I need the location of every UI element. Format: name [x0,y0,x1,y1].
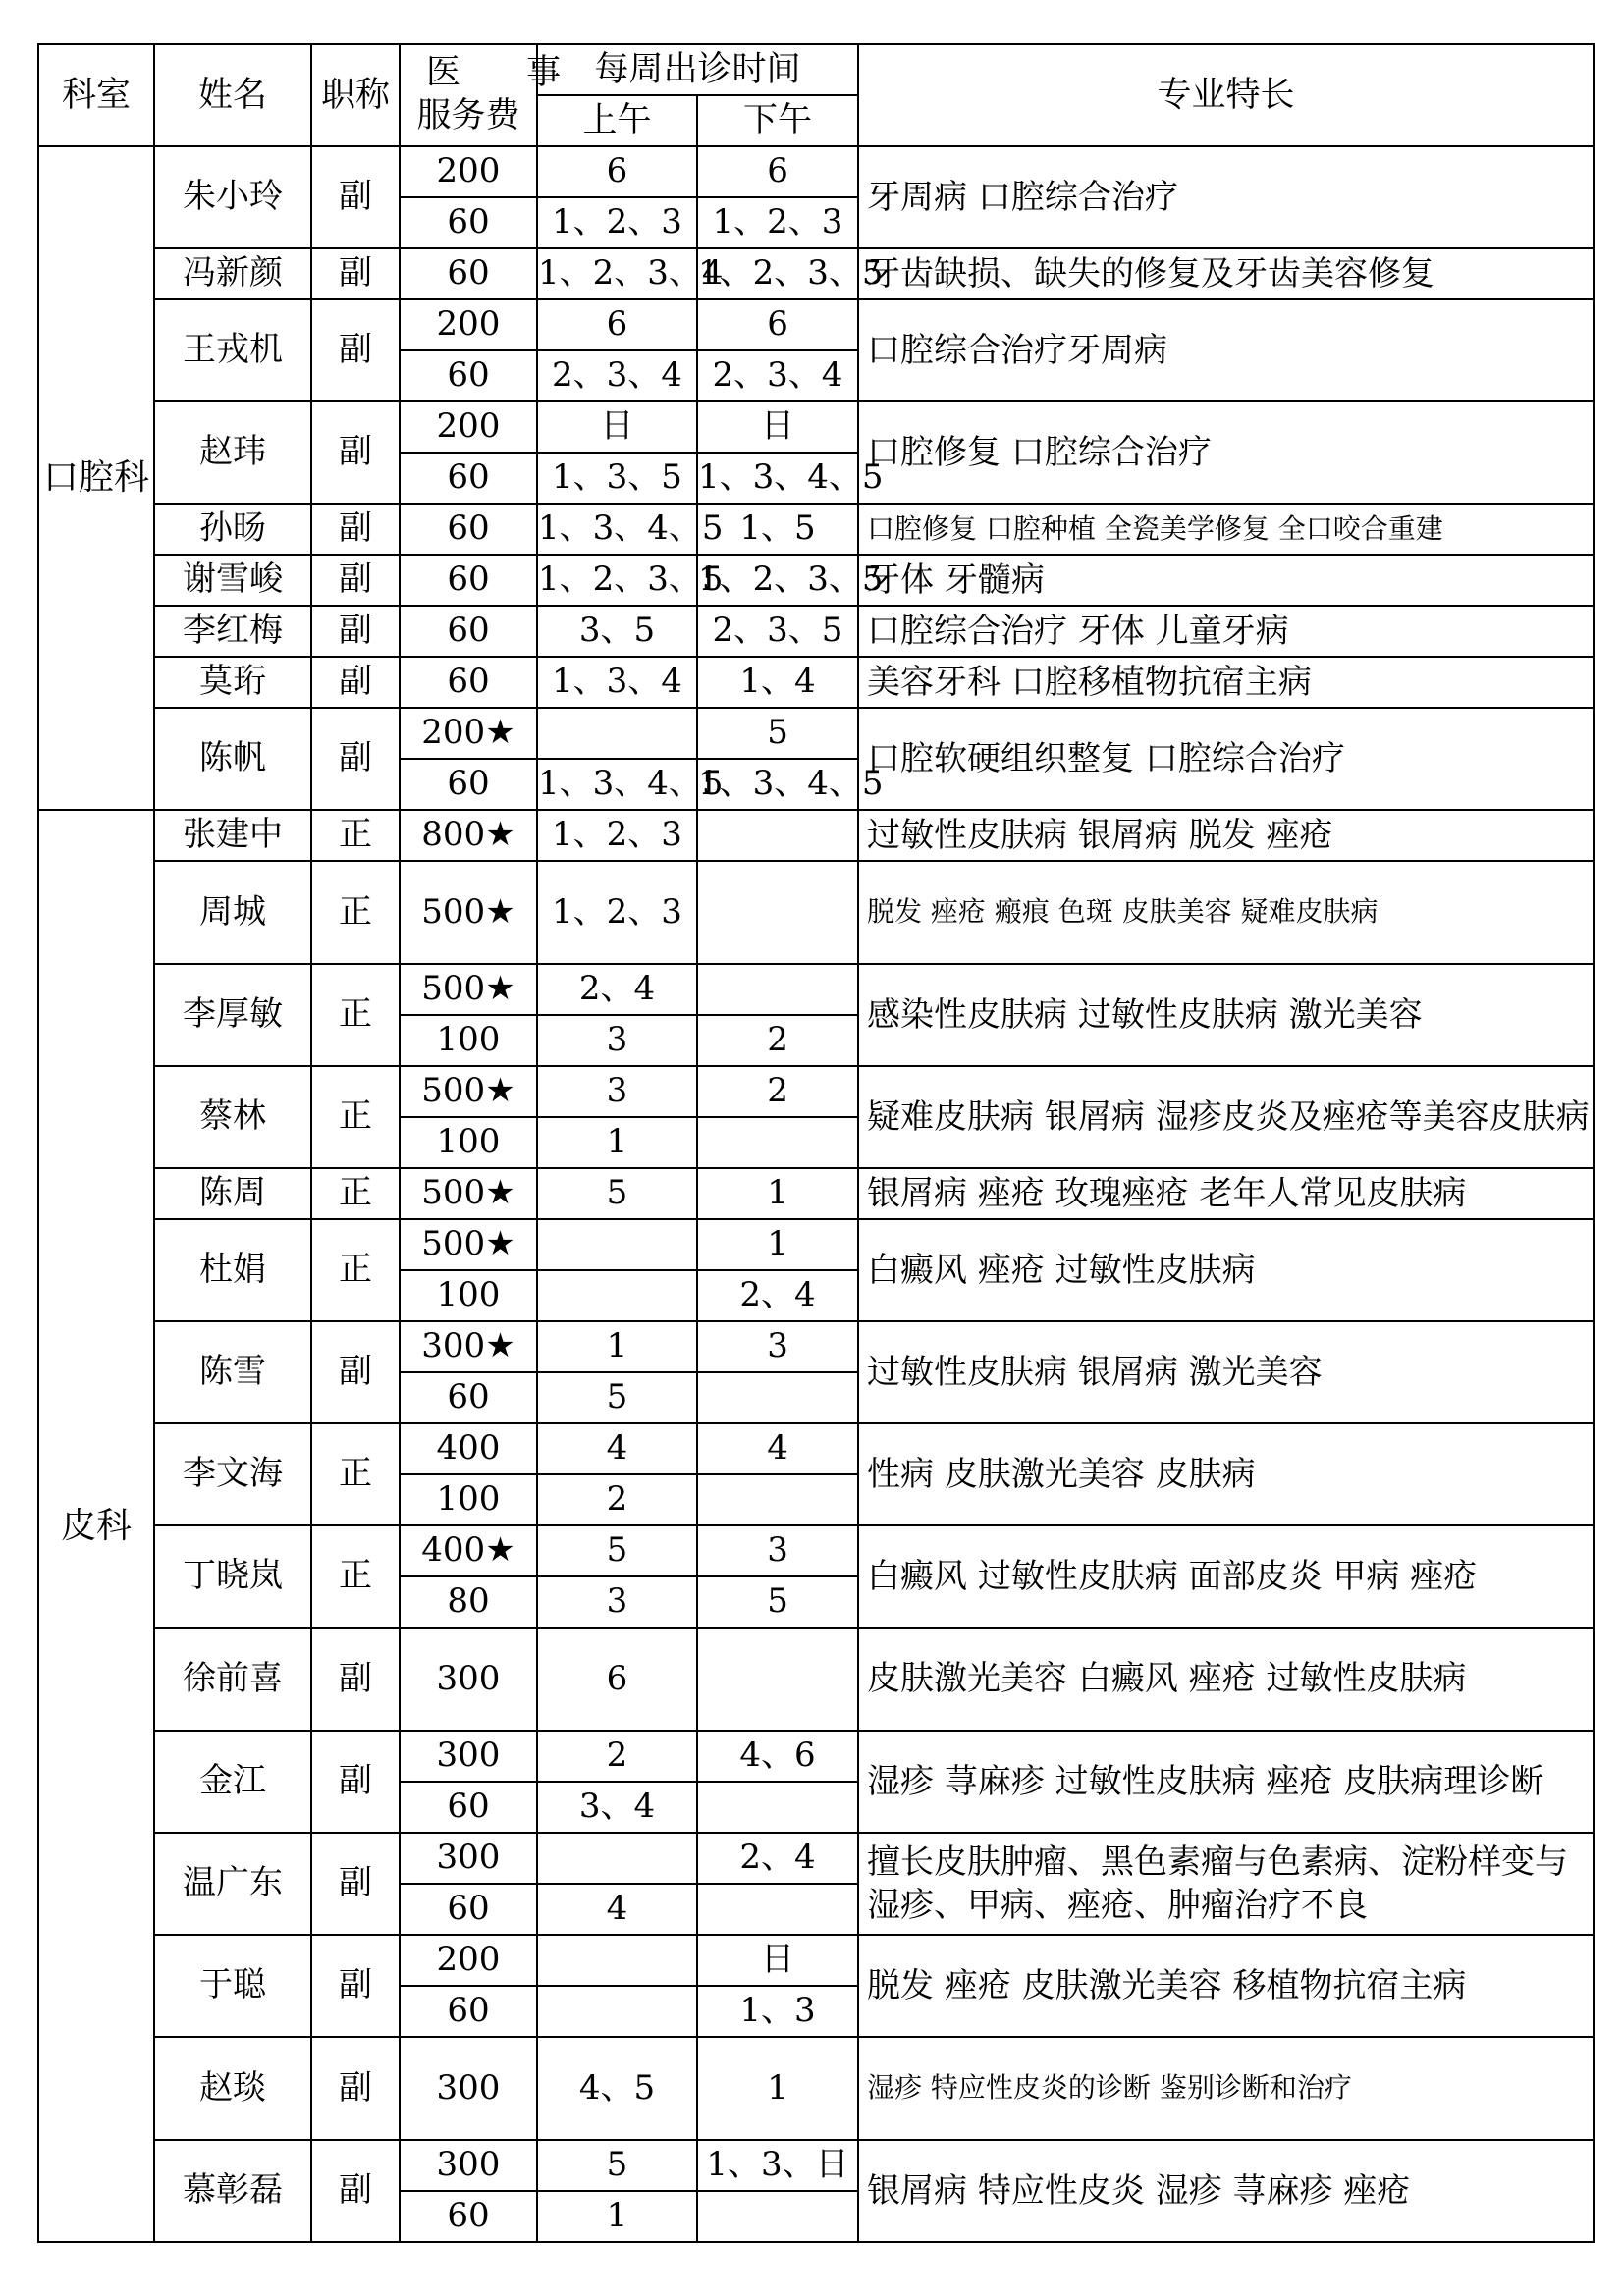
am-days [537,708,697,759]
pm-days: 2、4 [697,1833,858,1884]
service-fee: 60 [400,350,537,401]
service-fee: 60 [400,759,537,810]
doctor-title: 正 [311,964,400,1066]
specialty-cell: 过敏性皮肤病 银屑病 脱发 痤疮 [858,810,1594,861]
specialty-cell: 疑难皮肤病 银屑病 湿疹皮炎及痤疮等美容皮肤病 [858,1066,1594,1168]
pm-days [697,1117,858,1168]
specialty-cell: 擅长皮肤肿瘤、黑色素瘤与色素病、淀粉样变与湿疹、甲病、痤疮、肿瘤治疗不良 [858,1833,1594,1935]
service-fee: 60 [400,504,537,555]
am-days [537,1833,697,1884]
service-fee: 500★ [400,964,537,1015]
doctor-name: 冯新颜 [154,248,311,299]
pm-days: 日 [697,401,858,453]
am-days: 2、4 [537,964,697,1015]
header-row [38,44,1594,95]
doctor-title: 副 [311,555,400,606]
pm-days: 1、4 [697,657,858,708]
doctor-name: 陈雪 [154,1321,311,1423]
pm-days: 2、3、5 [697,606,858,657]
doctor-title: 正 [311,861,400,964]
doctor-name: 李厚敏 [154,964,311,1066]
service-fee: 500★ [400,1168,537,1219]
service-fee: 200 [400,1935,537,1986]
am-days [537,1935,697,1986]
am-days: 1、2、3、4 [537,248,697,299]
service-fee: 200★ [400,708,537,759]
pm-days: 1、3、4、5 [697,759,858,810]
doctor-name: 谢雪峻 [154,555,311,606]
table-row [38,1423,1594,1474]
table-row [38,1219,1594,1270]
table-row [38,504,1594,555]
am-days: 3 [537,1015,697,1066]
table-row [38,401,1594,453]
specialty-cell: 感染性皮肤病 过敏性皮肤病 激光美容 [858,964,1594,1066]
specialty-cell: 过敏性皮肤病 银屑病 激光美容 [858,1321,1594,1423]
am-days: 1、2、3 [537,810,697,861]
service-fee: 60 [400,1986,537,2037]
service-fee: 800★ [400,810,537,861]
pm-days: 3 [697,1321,858,1372]
pm-days: 1、2、3 [697,197,858,248]
service-fee: 60 [400,606,537,657]
doctor-title: 正 [311,1525,400,1628]
service-fee: 60 [400,1884,537,1935]
doctor-title: 副 [311,1731,400,1833]
specialty-cell: 银屑病 特应性皮炎 湿疹 荨麻疹 痤疮 [858,2140,1594,2242]
doctor-title: 副 [311,1628,400,1731]
doctor-name: 陈周 [154,1168,311,1219]
specialty-cell: 牙体 牙髓病 [858,555,1594,606]
am-days: 5 [537,1168,697,1219]
am-days: 1 [537,1117,697,1168]
pm-days: 6 [697,146,858,197]
table-row [38,606,1594,657]
service-fee: 500★ [400,861,537,964]
header-fee-line2: 服务费 [416,96,520,135]
am-days: 1、3、4 [537,657,697,708]
service-fee: 100 [400,1474,537,1525]
specialty-cell: 口腔综合治疗 牙体 儿童牙病 [858,606,1594,657]
pm-days [697,1628,858,1731]
am-days: 1、3、5 [537,453,697,504]
header-dept: 科室 [38,44,154,146]
service-fee: 300 [400,1628,537,1731]
table-row [38,810,1594,861]
pm-days: 5 [697,1576,858,1628]
am-days: 1、3、4、5 [537,759,697,810]
table-row [38,708,1594,759]
doctor-name: 朱小玲 [154,146,311,248]
service-fee: 300 [400,2140,537,2191]
doctor-title: 副 [311,708,400,810]
am-days: 日 [537,401,697,453]
am-days: 1 [537,2191,697,2242]
pm-days: 1 [697,1168,858,1219]
pm-days: 5 [697,708,858,759]
table-row [38,1731,1594,1782]
pm-days: 1、3、4、5 [697,453,858,504]
doctor-name: 徐前喜 [154,1628,311,1731]
specialty-cell: 白癜风 痤疮 过敏性皮肤病 [858,1219,1594,1321]
doctor-name: 蔡林 [154,1066,311,1168]
am-days [537,1270,697,1321]
table-row [38,299,1594,350]
pm-days: 1、2、3、5 [697,555,858,606]
pm-days: 1 [697,2037,858,2140]
doctor-title: 副 [311,606,400,657]
doctor-name: 杜娟 [154,1219,311,1321]
table-row [38,1628,1594,1731]
specialty-cell: 银屑病 痤疮 玫瑰痤疮 老年人常见皮肤病 [858,1168,1594,1219]
specialty-cell: 脱发 痤疮 皮肤激光美容 移植物抗宿主病 [858,1935,1594,2037]
doctor-title: 正 [311,1219,400,1321]
doctor-name: 温广东 [154,1833,311,1935]
service-fee: 100 [400,1015,537,1066]
am-days: 3 [537,1066,697,1117]
header-specialty: 专业特长 [858,44,1594,146]
table-row [38,1833,1594,1884]
header-fee [400,44,589,146]
doctor-name: 赵琰 [154,2037,311,2140]
pm-days [697,861,858,964]
doctor-title: 副 [311,1321,400,1423]
am-days: 2、3、4 [537,350,697,401]
am-days: 4 [537,1423,697,1474]
doctor-name: 金江 [154,1731,311,1833]
pm-days: 6 [697,299,858,350]
pm-days: 2 [697,1015,858,1066]
doctor-title: 正 [311,1168,400,1219]
pm-days: 4 [697,1423,858,1474]
service-fee: 60 [400,197,537,248]
doctor-name: 李红梅 [154,606,311,657]
header-weekly: 每周出诊时间 [537,44,858,95]
service-fee: 100 [400,1117,537,1168]
specialty-cell: 牙齿缺损、缺失的修复及牙齿美容修复 [858,248,1594,299]
specialty-cell: 皮肤激光美容 白癜风 痤疮 过敏性皮肤病 [858,1628,1594,1731]
pm-days [697,964,858,1015]
doctor-title: 副 [311,401,400,504]
doctor-title: 正 [311,1066,400,1168]
pm-days [697,1782,858,1833]
header-name: 姓名 [154,44,311,146]
service-fee: 300★ [400,1321,537,1372]
specialty-cell: 口腔修复 口腔种植 全瓷美学修复 全口咬合重建 [858,504,1594,555]
table-row [38,2140,1594,2191]
am-days: 6 [537,146,697,197]
am-days: 1 [537,1321,697,1372]
service-fee: 60 [400,1782,537,1833]
doctor-name: 慕彰磊 [154,2140,311,2242]
am-days [537,1986,697,2037]
table-row [38,248,1594,299]
service-fee: 80 [400,1576,537,1628]
doctor-title: 副 [311,146,400,248]
pm-days: 2 [697,1066,858,1117]
table-row [38,1066,1594,1117]
am-days: 5 [537,1525,697,1576]
service-fee: 60 [400,2191,537,2242]
am-days: 6 [537,299,697,350]
am-days: 5 [537,2140,697,2191]
table-row [38,1935,1594,1986]
am-days: 4、5 [537,2037,697,2140]
doctor-title: 副 [311,657,400,708]
service-fee: 60 [400,1372,537,1423]
specialty-cell: 湿疹 荨麻疹 过敏性皮肤病 痤疮 皮肤病理诊断 [858,1731,1594,1833]
am-days: 1、2、3 [537,197,697,248]
service-fee: 500★ [400,1066,537,1117]
specialty-cell: 牙周病 口腔综合治疗 [858,146,1594,248]
service-fee: 60 [400,248,537,299]
header-fee-line1: 医 事 [426,53,589,93]
department-cell: 皮科 [38,810,154,2242]
doctor-title: 副 [311,248,400,299]
am-days: 4 [537,1884,697,1935]
service-fee: 100 [400,1270,537,1321]
table-row [38,657,1594,708]
specialty-cell: 口腔软硬组织整复 口腔综合治疗 [858,708,1594,810]
am-days: 5 [537,1372,697,1423]
specialty-cell: 性病 皮肤激光美容 皮肤病 [858,1423,1594,1525]
service-fee: 300 [400,1731,537,1782]
doctor-name: 孙旸 [154,504,311,555]
am-days [537,1219,697,1270]
pm-days [697,1884,858,1935]
pm-days [697,2191,858,2242]
am-days: 3、4 [537,1782,697,1833]
table-row [38,964,1594,1015]
am-days: 3、5 [537,606,697,657]
service-fee: 400 [400,1423,537,1474]
doctor-name: 莫珩 [154,657,311,708]
specialty-cell: 脱发 痤疮 瘢痕 色斑 皮肤美容 疑难皮肤病 [858,861,1594,964]
service-fee: 200 [400,401,537,453]
pm-days: 1 [697,1219,858,1270]
table-row [38,555,1594,606]
doctor-name: 陈帆 [154,708,311,810]
pm-days: 1、5 [697,504,858,555]
doctor-title: 副 [311,504,400,555]
doctor-title: 副 [311,1935,400,2037]
doctor-name: 李文海 [154,1423,311,1525]
doctor-name: 赵玮 [154,401,311,504]
doctor-title: 副 [311,1833,400,1935]
table-row [38,146,1594,197]
pm-days: 1、3、日 [697,2140,858,2191]
service-fee: 200 [400,299,537,350]
doctor-title: 副 [311,299,400,401]
doctor-name: 张建中 [154,810,311,861]
table-row [38,861,1594,964]
service-fee: 300 [400,1833,537,1884]
am-days: 2 [537,1731,697,1782]
specialty-cell: 美容牙科 口腔移植物抗宿主病 [858,657,1594,708]
table-row [38,1525,1594,1576]
am-days: 1、2、3 [537,861,697,964]
am-days: 3 [537,1576,697,1628]
specialty-cell: 口腔综合治疗牙周病 [858,299,1594,401]
doctor-title: 正 [311,810,400,861]
doctor-title: 副 [311,2140,400,2242]
doctor-name: 周城 [154,861,311,964]
doctor-title: 正 [311,1423,400,1525]
header-am: 上午 [537,95,697,146]
service-fee: 200 [400,146,537,197]
am-days: 1、3、4、5 [537,504,697,555]
department-cell: 口腔科 [38,146,154,810]
pm-days: 1、2、3、5 [697,248,858,299]
service-fee: 60 [400,657,537,708]
doctor-title: 副 [311,2037,400,2140]
am-days: 2 [537,1474,697,1525]
pm-days: 1、3 [697,1986,858,2037]
pm-days [697,1372,858,1423]
header-title: 职称 [311,44,400,146]
pm-days [697,810,858,861]
doctor-name: 王戎机 [154,299,311,401]
am-days: 1、2、3、5 [537,555,697,606]
specialty-cell: 口腔修复 口腔综合治疗 [858,401,1594,504]
table-row [38,1321,1594,1372]
doctor-name: 丁晓岚 [154,1525,311,1628]
pm-days: 日 [697,1935,858,1986]
service-fee: 60 [400,453,537,504]
table-row [38,1168,1594,1219]
pm-days: 4、6 [697,1731,858,1782]
specialty-cell: 湿疹 特应性皮炎的诊断 鉴别诊断和治疗 [858,2037,1594,2140]
table-row [38,2037,1594,2140]
pm-days [697,1474,858,1525]
doctor-name: 于聪 [154,1935,311,2037]
pm-days: 3 [697,1525,858,1576]
clinic-schedule-table [37,43,1595,2243]
pm-days: 2、3、4 [697,350,858,401]
pm-days: 2、4 [697,1270,858,1321]
service-fee: 400★ [400,1525,537,1576]
service-fee: 60 [400,555,537,606]
service-fee: 500★ [400,1219,537,1270]
specialty-cell: 白癜风 过敏性皮肤病 面部皮炎 甲病 痤疮 [858,1525,1594,1628]
header-pm: 下午 [697,95,858,146]
service-fee: 300 [400,2037,537,2140]
am-days: 6 [537,1628,697,1731]
